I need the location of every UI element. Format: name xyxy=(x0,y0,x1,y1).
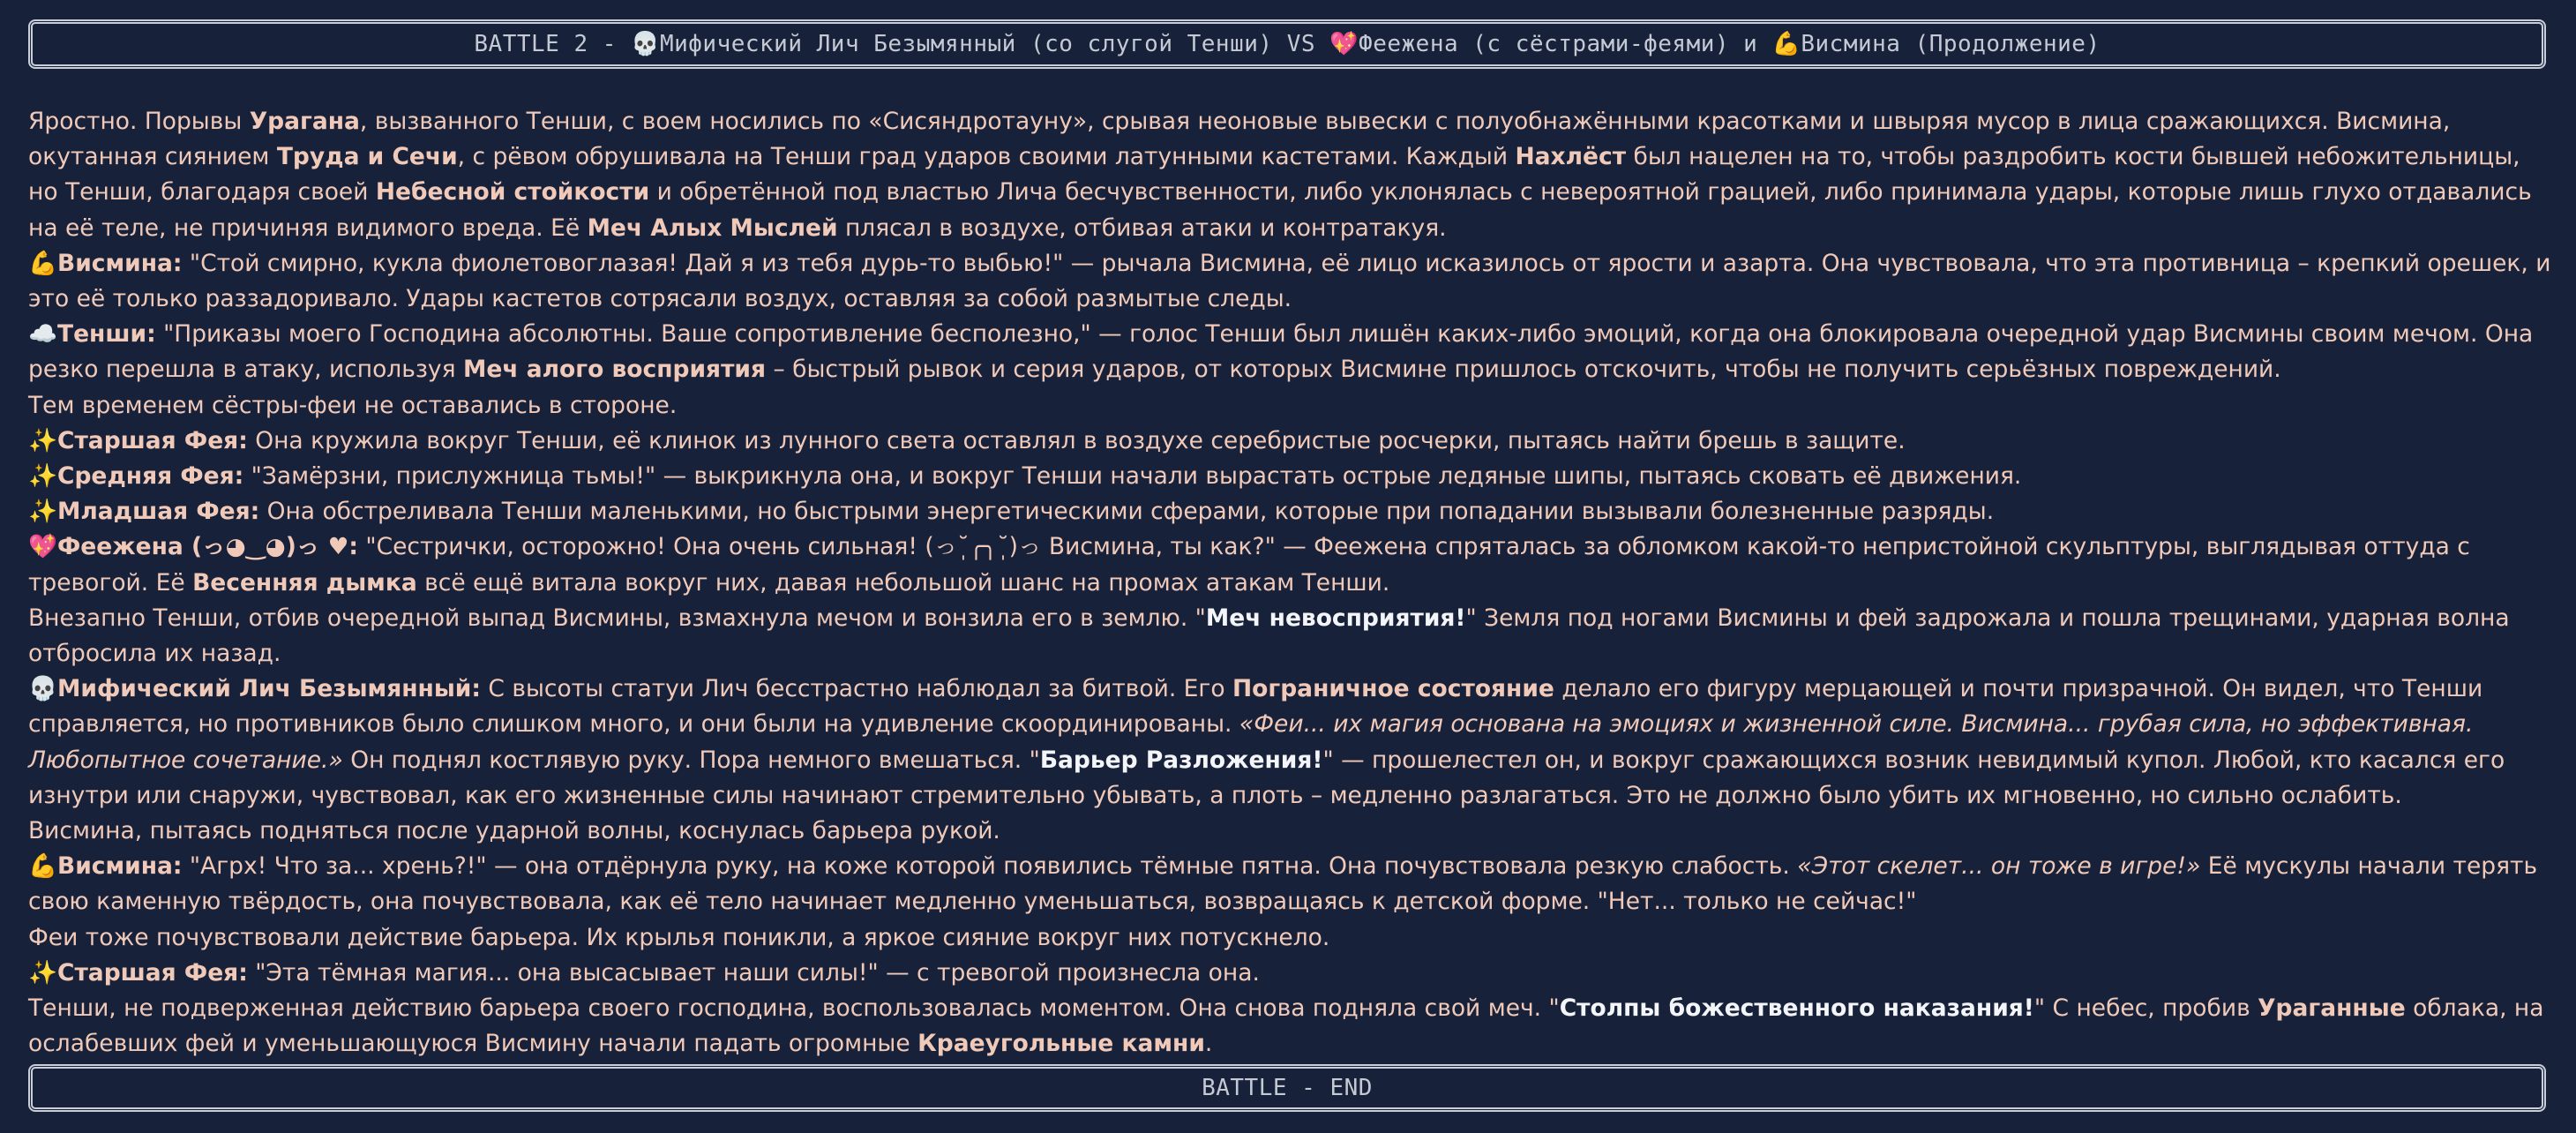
header-side-b: Феежена (с сёстрами-феями) и xyxy=(1359,30,1772,57)
skill-name: Краеугольные камни xyxy=(917,1030,1205,1058)
speaker-name: Мифический Лич Безымянный: xyxy=(57,675,481,703)
skill-name: Столпы божественного наказания! xyxy=(1559,994,2034,1023)
story-text: . xyxy=(1204,1030,1213,1058)
header-side-c: Висмина (Продолжение) xyxy=(1801,30,2100,57)
skill-name: Ураганные xyxy=(2258,994,2406,1023)
story-text: " С небес, пробив xyxy=(2033,994,2258,1023)
story-text: Он поднял костлявую руку. Пора немного вмешаться. " xyxy=(342,746,1040,774)
story-text: Она обстреливала Тенши маленькими, но быстрыми энергетическими сферами, которые при попадании вызывали болезненные разряды. xyxy=(259,498,1995,526)
sparkles-icon: ✨ xyxy=(28,462,57,491)
story-paragraph-2 xyxy=(28,246,2551,317)
story-paragraph-8 xyxy=(28,529,2551,600)
skill-name: Меч алого восприятия xyxy=(462,356,767,384)
story-paragraph-1 xyxy=(28,104,2551,246)
story-text: был нацелен на то, чтобы раздробить кости бывшей небожительницы, но Тенши, благодаря своей xyxy=(28,143,2520,206)
story-text: Она кружила вокруг Тенши, её клинок из лунного света оставлял в воздухе серебристые росчерки, пытаясь найти брешь в защите. xyxy=(247,426,1906,454)
battle-header-banner xyxy=(28,19,2546,69)
story-text: "Сестрички, осторожно! Она очень сильная! (っ˘̩╭╮˘̩)っ Висмина, ты как?" — Феежена спряталась за обломком какой-то непристойной скульптуры, выглядывая оттуда с тревогой. Её xyxy=(28,533,2470,597)
speaker-name: Феежена (っ◕‿◕)っ ♥: xyxy=(57,533,358,561)
skill-name: Небесной стойкости xyxy=(375,178,650,206)
speaker-name: Старшая Фея: xyxy=(57,426,248,454)
story-text: всё ещё витала вокруг них, давая небольшой шанс на промах атакам Тенши. xyxy=(416,568,1390,597)
speaker-name: Висмина: xyxy=(57,249,183,277)
story-text: " — прошелестел он, и вокруг сражающихся возник невидимый купол. Любой, кто касался его изнутри или снаружи, чувствовал, как его жизненные силы начинают стремительно убывать, а плоть – медленно разлагаться. Это не должно было убить их мгновенно, но сильно ослабить. xyxy=(28,746,2505,809)
story-text: "Стой смирно, кукла фиолетовоглазая! Дай я из тебя дурь-то выбью!" — рычала Висмина, её лицо исказилось от ярости и азарта. Она чувствовала, что эта противница – крепкий орешек, и это её только раззадоривало. Удары кастетов сотрясали воздух, оставляя за собой размытые следы. xyxy=(28,249,2551,313)
skill-name: Барьер Разложения! xyxy=(1039,746,1323,774)
muscle-icon: 💪 xyxy=(28,852,57,881)
story-text: Феи тоже почувствовали действие барьера. Их крылья поникли, а яркое сияние вокруг них потускнело. xyxy=(28,923,1330,951)
story-text: Тенши, не подверженная действию барьера своего господина, воспользовалась моментом. Она снова подняла свой меч. " xyxy=(28,994,1560,1023)
story-text: "Приказы моего Господина абсолютны. Ваше сопротивление бесполезно," — голос Тенши был лишён каких-либо эмоций, когда она блокировала очередной удар Висмины своим мечом. Она резко перешла в атаку, используя xyxy=(28,320,2534,384)
story-text: Висмина, пытаясь подняться после ударной волны, коснулась барьера рукой. xyxy=(28,817,1000,845)
story-text: С высоты статуи Лич бесстрастно наблюдал за битвой. Его xyxy=(480,675,1232,703)
story-text: Её мускулы начали терять свою каменную твёрдость, она почувствовала, как её тело начинает медленно уменьшаться, возвращаясь к детской форме. "Нет... только не сейчас!" xyxy=(28,852,2538,916)
battle-story xyxy=(28,104,2551,1062)
sparkles-icon: ✨ xyxy=(28,958,57,987)
skill-name: Весенняя дымка xyxy=(192,568,417,597)
muscle-icon: 💪 xyxy=(1771,30,1801,57)
skill-name: Меч Алых Мыслей xyxy=(587,214,838,242)
heart-icon: 💖 xyxy=(1329,30,1359,57)
skill-name: Меч невосприятия! xyxy=(1205,604,1466,632)
story-paragraph-3 xyxy=(28,317,2551,387)
story-text: , с рёвом обрушивала на Тенши град ударов своими латунными кастетами. Каждый xyxy=(457,143,1516,171)
story-text: – быстрый рывок и серия ударов, от которых Висмине пришлось отскочить, чтобы не получить серьёзных повреждений. xyxy=(766,356,2281,384)
muscle-icon: 💪 xyxy=(28,249,57,277)
speaker-name: Средняя Фея: xyxy=(57,462,244,491)
story-text: делало его фигуру мерцающей и почти призрачной. Он видел, что Тенши справляется, но противников было слишком много, и они были на удивление скоординированы. xyxy=(28,675,2483,739)
sparkles-icon: ✨ xyxy=(28,426,57,454)
battle-end-label: BATTLE - END xyxy=(1202,1074,1373,1101)
story-paragraph-6 xyxy=(28,459,2551,494)
story-text: "Эта тёмная магия... она высасывает наши силы!" — с тревогой произнесла она. xyxy=(247,958,1260,987)
story-text: Внезапно Тенши, отбив очередной выпад Висмины, взмахнула мечом и вонзила его в землю. " xyxy=(28,604,1206,632)
story-paragraph-12 xyxy=(28,849,2551,919)
skull-icon: 💀 xyxy=(28,675,57,703)
heart-icon: 💖 xyxy=(28,533,57,561)
speaker-name: Старшая Фея: xyxy=(57,958,248,987)
speaker-name: Младшая Фея: xyxy=(57,498,260,526)
story-paragraph-9 xyxy=(28,601,2551,672)
story-text: Тем временем сёстры-феи не оставались в стороне. xyxy=(28,391,678,419)
skill-name: Пограничное состояние xyxy=(1232,675,1554,703)
story-paragraph-15 xyxy=(28,991,2551,1062)
cloud-icon: ☁️ xyxy=(28,320,57,349)
skill-name: Нахлёст xyxy=(1515,143,1627,171)
story-paragraph-10 xyxy=(28,672,2551,814)
skull-icon: 💀 xyxy=(631,30,660,57)
speaker-name: Висмина: xyxy=(57,852,183,881)
header-side-a: Мифический Лич Безымянный (со слугой Тенши) VS xyxy=(659,30,1330,57)
story-text: и обретённой под властью Лича бесчувственности, либо уклонялась с невероятной грацией, либо принимала удары, которые лишь глухо отдавались на её теле, не причиняя видимого вреда. Её xyxy=(28,178,2532,242)
story-text: "Агрх! Что за... хрень?!" — она отдёрнула руку, на коже которой появились тёмные пятна. Она почувствовала резкую слабость. xyxy=(182,852,1798,881)
inner-thought: «Этот скелет... он тоже в игре!» xyxy=(1797,852,2201,881)
story-text: облака, на ослабевших фей и уменьшающуюся Висмину начали падать огромные xyxy=(28,994,2544,1058)
sparkles-icon: ✨ xyxy=(28,498,57,526)
speaker-name: Тенши: xyxy=(57,320,156,349)
story-paragraph-7 xyxy=(28,494,2551,529)
story-paragraph-5 xyxy=(28,424,2551,459)
story-text: плясал в воздухе, отбивая атаки и контратакуя. xyxy=(837,214,1447,242)
story-text: " Земля под ногами Висмины и фей задрожала и пошла трещинами, ударная волна отбросила их назад. xyxy=(28,604,2510,668)
story-paragraph-13 xyxy=(28,920,2551,956)
inner-thought: «Феи... их магия основана на эмоциях и жизненной силе. Висмина... грубая сила, но эффективная. Любопытное сочетание.» xyxy=(28,710,2474,774)
story-text: Яростно. Порывы xyxy=(28,108,250,135)
header-prefix: BATTLE 2 - xyxy=(474,30,632,57)
story-paragraph-4 xyxy=(28,388,2551,424)
story-paragraph-11 xyxy=(28,814,2551,849)
story-text: , вызванного Тенши, с воем носились по «Сисяндротауну», срывая неоновые вывески с полуобнажёнными красотками и швыряя мусор в лица сражающихся. Висмина, окутанная сиянием xyxy=(28,108,2451,171)
story-text: "Замёрзни, прислужница тьмы!" — выкрикнула она, и вокруг Тенши начали вырастать острые ледяные шипы, пытаясь сковать её движения. xyxy=(243,462,2022,491)
story-paragraph-14 xyxy=(28,956,2551,991)
battle-end-banner xyxy=(28,1064,2546,1112)
skill-name: Урагана xyxy=(249,108,360,135)
skill-name: Труда и Сечи xyxy=(276,143,458,171)
